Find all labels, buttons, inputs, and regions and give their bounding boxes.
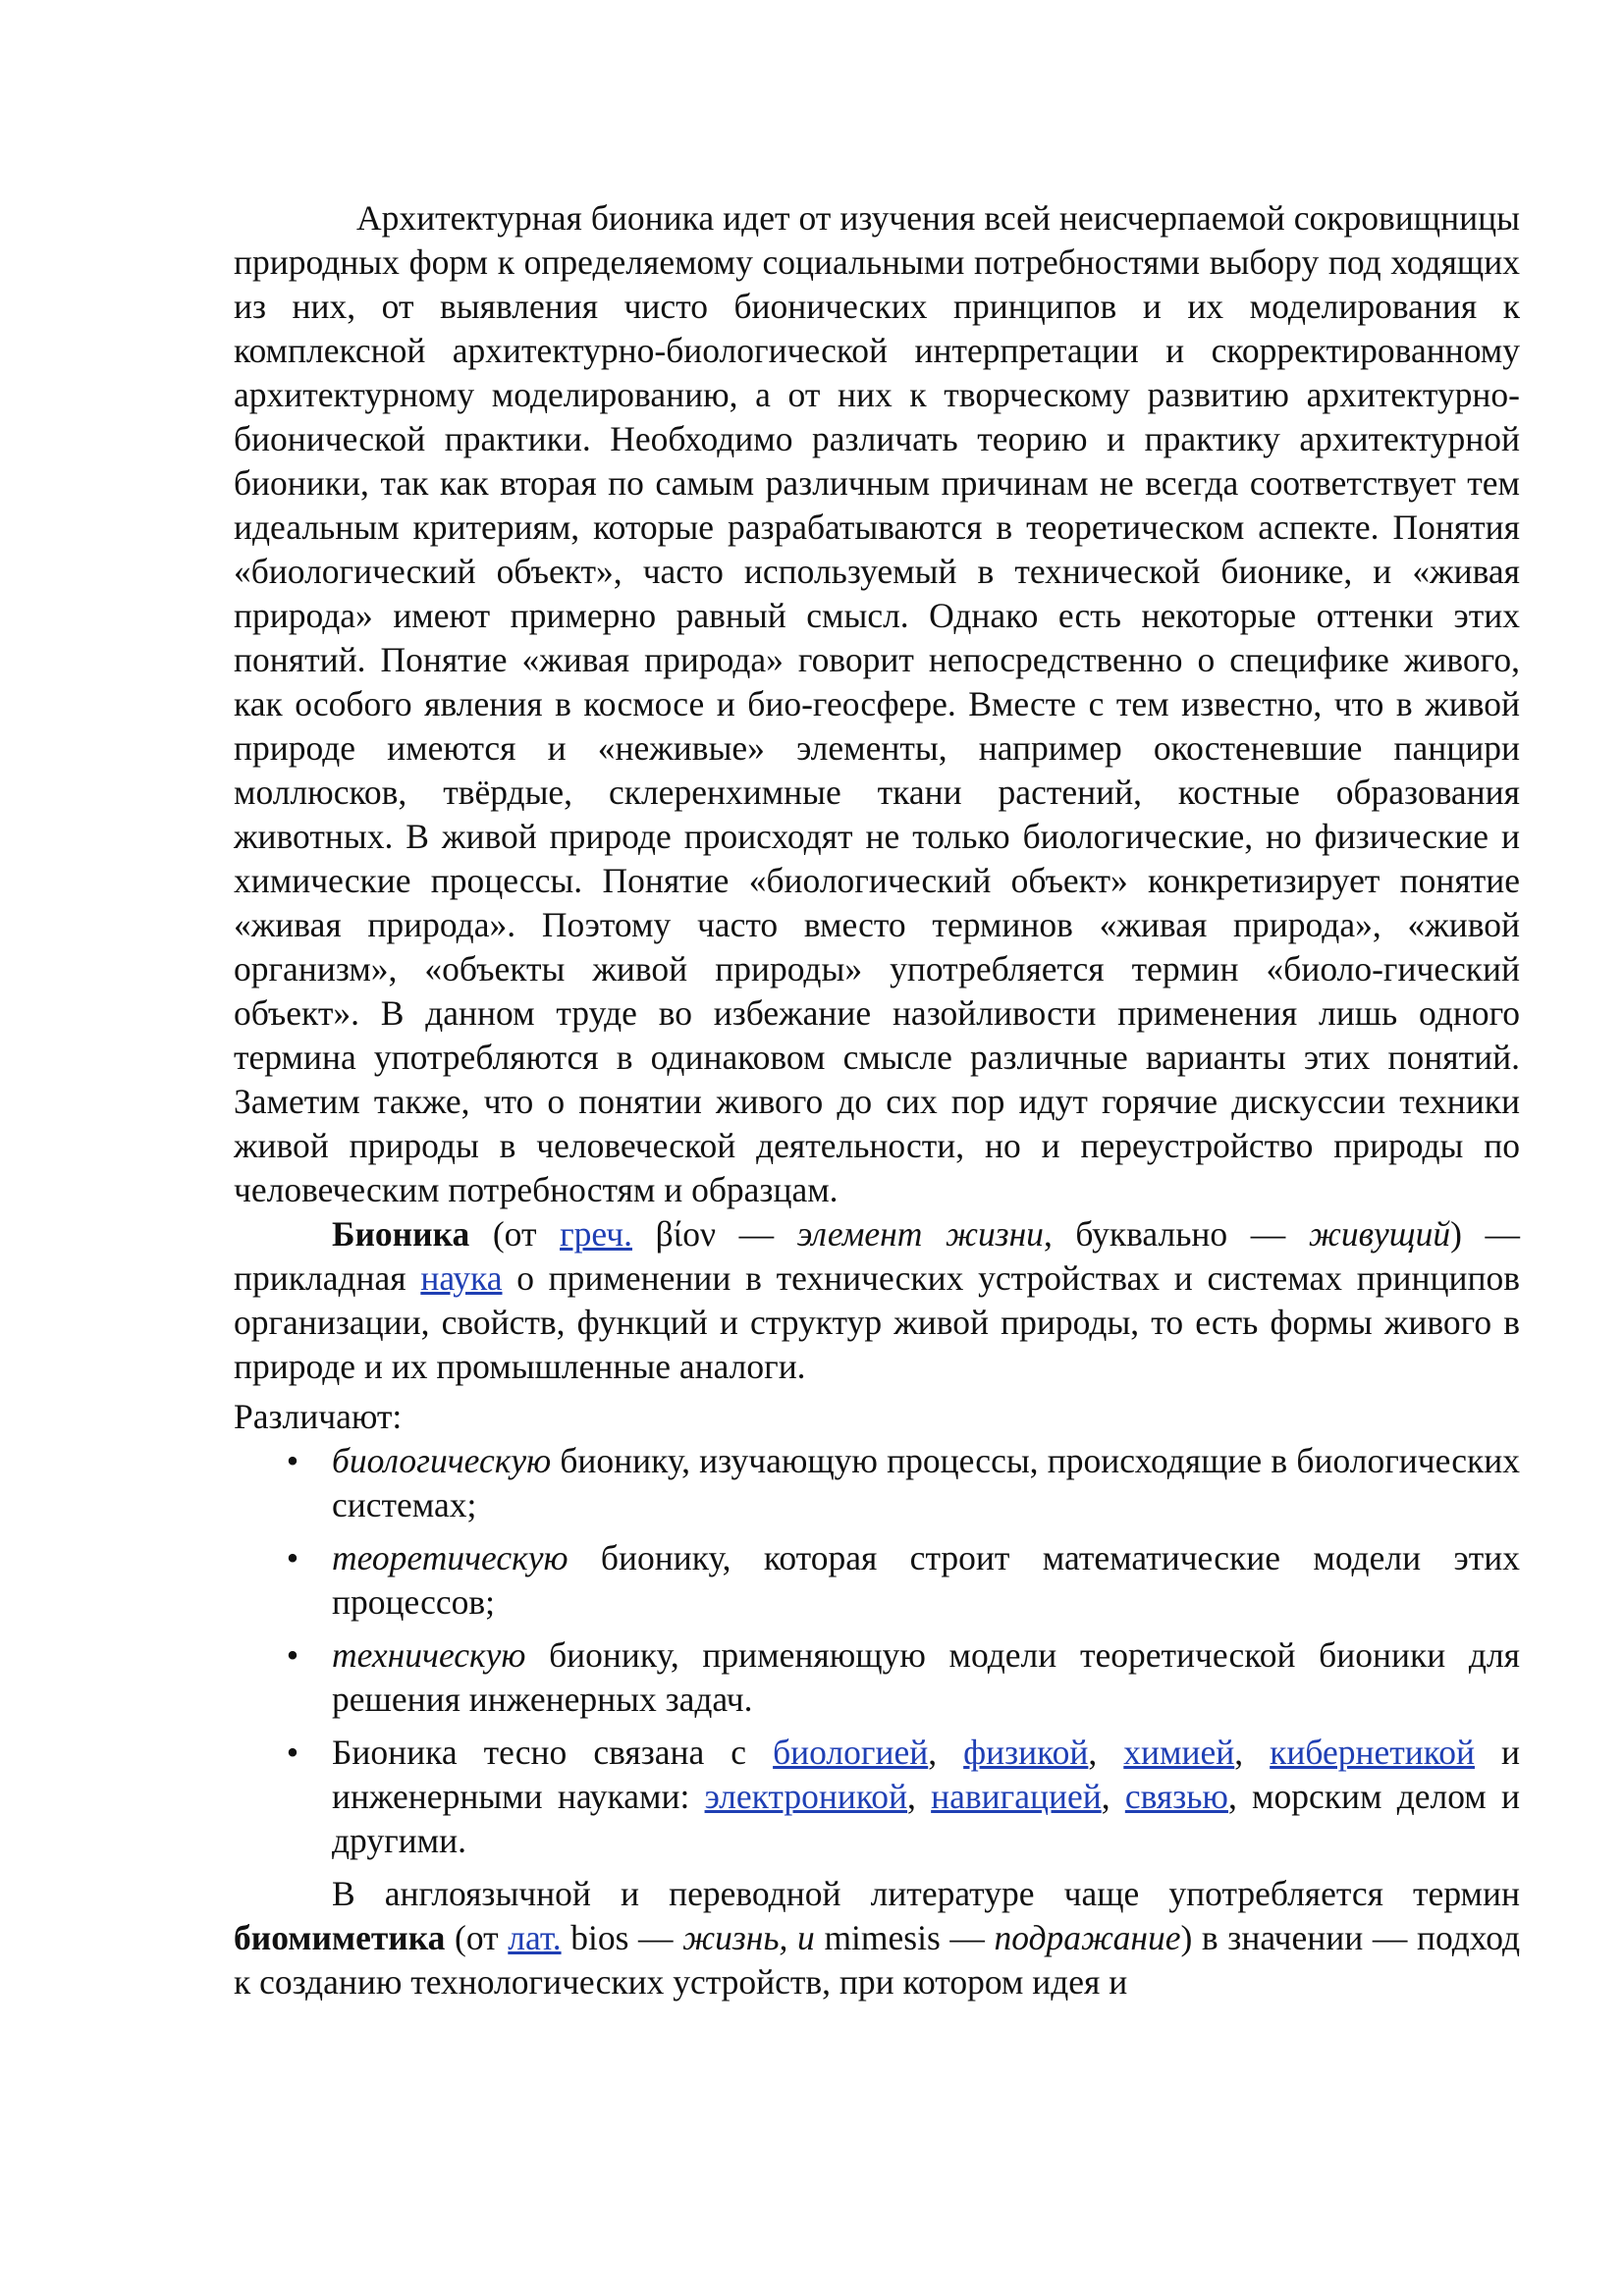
link-cybernetics[interactable]: кибернетикой bbox=[1270, 1733, 1475, 1772]
bullet-icon: • bbox=[286, 1635, 299, 1675]
distinguish-label: Различают: bbox=[234, 1397, 403, 1436]
bullet-icon: • bbox=[286, 1441, 299, 1480]
list-item: • биологическую бионику, изучающую процессы, происходящие в биологических системах; bbox=[234, 1439, 1520, 1527]
term-biomimetics: биомиметика bbox=[234, 1918, 446, 1957]
bullet-icon: • bbox=[286, 1538, 299, 1577]
list-item: • Бионика тесно связана с биологией, физикой, химией, кибернетикой и инженерными науками: электроникой, навигацией, связью, морским делом и другими. bbox=[234, 1731, 1520, 1863]
link-chemistry[interactable]: химией bbox=[1123, 1733, 1235, 1772]
link-navigation[interactable]: навигацией bbox=[931, 1777, 1102, 1816]
bullet-icon: • bbox=[286, 1733, 299, 1772]
list-item: • теоретическую бионику, которая строит математические модели этих процессов; bbox=[234, 1536, 1520, 1625]
paragraph-architectural-bionics: Архитектурная бионика идет от изучения всей неисчерпаемой сокровищницы природных форм к определяемому социальными потребностями выбору под ходящих из них, от выявления чисто бионических принципов и их моделирования к комплексной архитектурно-биологической интерпретации и скорректированному архитектурному моделированию, а от них к творческому развитию архитектурно-бионической практики. Необходимо различать теорию и практику архитектурной бионики, так как вторая по самым различным причинам не всегда соответствует тем идеальным критериям, которые разрабатываются в теоретическом аспекте. Понятия «биологический объект», часто используемый в технической бионике, и «живая природа» имеют примерно равный смысл. Однако есть некоторые оттенки этих понятий. Понятие «живая природа» говорит непосредственно о специфике живого, как особого явления в космосе и био-геосфере. Вместе с тем известно, что в живой природе имеются и «неживые» элементы, например окостеневшие панцири моллюсков, твёрдые, склеренхимные ткани растений, костные образования животных. В живой природе происходят не только биологические, но физические и химические процессы. Понятие «биологический объект» конкретизирует понятие «живая природа». Поэтому часто вместо терминов «живая природа», «живой организм», «объекты живой природы» употребляется термин «биоло-гический объект». В данном труде во избежание назойливости применения лишь одного термина употребляются в одинаковом смысле различные варианты этих понятий. Заметим также, что о понятии живого до сих пор идут горячие дискуссии техники живой природы в человеческой деятельности, но и переустройство природы по человеческим потребностям и образцам. bbox=[234, 198, 1520, 1209]
link-biology[interactable]: биологией bbox=[773, 1733, 929, 1772]
document-page bbox=[234, 196, 1520, 2004]
link-electronics[interactable]: электроникой bbox=[704, 1777, 908, 1816]
bionics-types-list bbox=[234, 1439, 1520, 1863]
link-communication[interactable]: связью bbox=[1124, 1777, 1228, 1816]
paragraph-bionics-definition: Бионика (от греч. βίον — элемент жизни, буквально — живущий) — прикладная наука о применении в технических устройствах и системах принципов организации, свойств, функций и структур живой природы, то есть формы живого в природе и их промышленные аналоги. bbox=[234, 1214, 1520, 1386]
link-physics[interactable]: физикой bbox=[963, 1733, 1089, 1772]
paragraph-biomimetics: В англоязычной и переводной литературе чаще употребляется термин биомиметика (от лат. bios — жизнь, и mimesis — подражание) в значении — подход к созданию технологических устройств, при котором идея и bbox=[234, 1874, 1521, 2002]
link-greek[interactable]: греч. bbox=[560, 1214, 632, 1254]
link-science[interactable]: наука bbox=[420, 1258, 503, 1298]
list-item: • техническую бионику, применяющую модели теоретической бионики для решения инженерных задач. bbox=[234, 1633, 1520, 1722]
link-latin[interactable]: лат. bbox=[508, 1918, 562, 1957]
term-bionics: Бионика bbox=[332, 1214, 470, 1254]
